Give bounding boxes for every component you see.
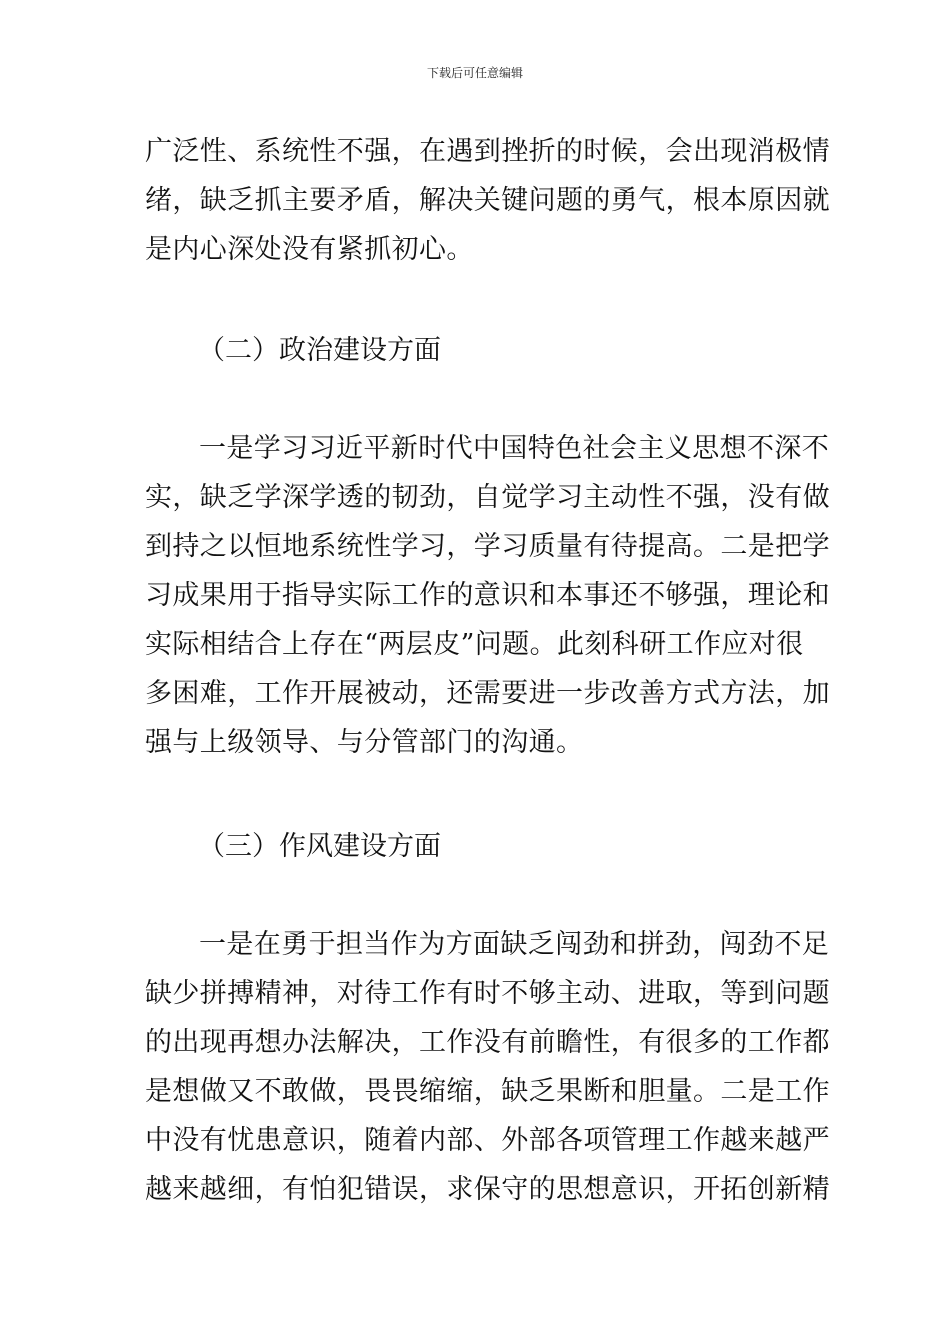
text-line: 多困难，工作开展被动，还需要进一步改善方式方法，加 (145, 678, 830, 709)
paragraph-political (145, 424, 830, 767)
text-line: 是想做又不敢做，畏畏缩缩，缺乏果断和胆量。二是工作 (145, 1076, 830, 1107)
page-header: 下载后可任意编辑 (426, 66, 523, 80)
paragraph-continuation (145, 127, 830, 274)
text-line: 实，缺乏学深学透的韧劲，自觉学习主动性不强，没有做 (145, 482, 830, 513)
text-line: 绪，缺乏抓主要矛盾，解决关键问题的勇气，根本原因就 (145, 185, 830, 216)
text-line: 一是在勇于担当作为方面缺乏闯劲和拼劲，闯劲不足 (199, 929, 830, 960)
text-line: 中没有忧患意识，随着内部、外部各项管理工作越来越严 (145, 1125, 830, 1156)
text-line: 习成果用于指导实际工作的意识和本事还不够强，理论和 (145, 580, 830, 611)
text-line: 强与上级领导、与分管部门的沟通。 (145, 727, 584, 758)
text-line: 到持之以恒地系统性学习，学习质量有待提高。二是把学 (145, 531, 830, 562)
text-line: 越来越细，有怕犯错误，求保守的思想意识，开拓创新精 (145, 1174, 830, 1205)
section-heading-style: （三）作风建设方面 (198, 831, 441, 862)
text-line: 广泛性、系统性不强，在遇到挫折的时候，会出现消极情 (145, 136, 830, 167)
section-heading-political: （二）政治建设方面 (198, 335, 441, 366)
paragraph-style (145, 920, 830, 1214)
text-line: 一是学习习近平新时代中国特色社会主义思想不深不 (199, 433, 830, 464)
text-line: 缺少拼搏精神，对待工作有时不够主动、进取，等到问题 (145, 978, 830, 1009)
text-line: 实际相结合上存在“两层皮”问题。此刻科研工作应对很 (145, 629, 804, 660)
text-line: 是内心深处没有紧抓初心。 (145, 234, 474, 265)
text-line: 的出现再想办法解决，工作没有前瞻性，有很多的工作都 (145, 1027, 830, 1058)
